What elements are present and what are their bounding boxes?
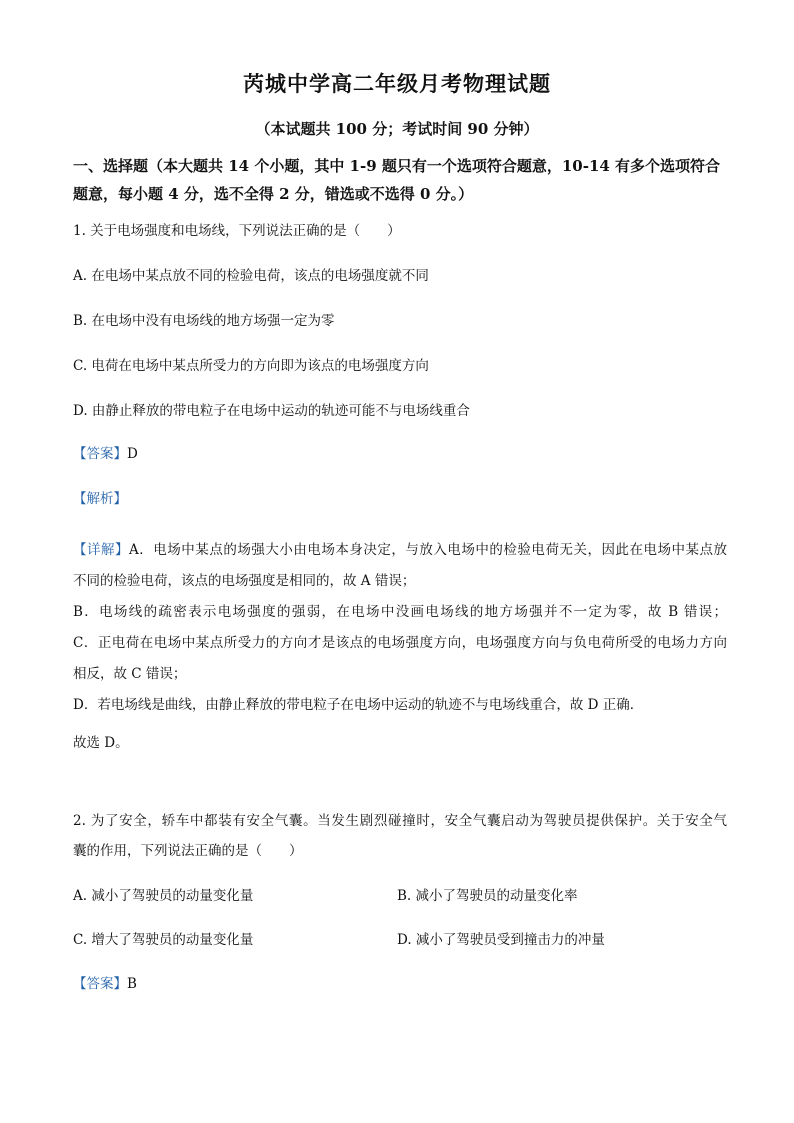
question-1-option-c: C. 电荷在电场中某点所受力的方向即为该点的电场强度方向 <box>73 358 429 374</box>
question-2-option-b: B. 减小了驾驶员的动量变化率 <box>397 888 578 904</box>
question-1-option-d: D. 由静止释放的带电粒子在电场中运动的轨迹可能不与电场线重合 <box>73 403 470 419</box>
detail-line: C．正电荷在电场中某点所受力的方向才是该点的电场强度方向，电场强度方向与负电荷所受的电场力方向 <box>73 635 727 651</box>
answer-label: 【答案】 <box>73 446 127 462</box>
question-1-detail <box>73 535 727 721</box>
detail-line: 【详解】A．电场中某点的场强大小由电场本身决定，与放入电场中的检验电荷无关，因此在电场中某点放 <box>73 542 728 558</box>
question-1-option-a: A. 在电场中某点放不同的检验电荷，该点的电场强度就不同 <box>73 268 429 284</box>
answer-value: B <box>127 976 137 992</box>
question-2-option-d: D. 减小了驾驶员受到撞击力的冲量 <box>397 932 605 948</box>
detail-line: B．电场线的疏密表示电场强度的强弱，在电场中没画电场线的地方场强并不一定为零，故 B 错误； <box>73 604 727 620</box>
detail-line: 不同的检验电荷，该点的电场强度是相同的，故 A 错误； <box>73 573 416 589</box>
question-1-analysis-label <box>73 489 733 509</box>
detail-label: 【详解】 <box>73 542 130 558</box>
detail-line: D．若电场线是曲线，由静止释放的带电粒子在电场中运动的轨迹不与电场线重合，故 D 正确． <box>73 697 644 713</box>
question-2-answer <box>73 974 733 994</box>
detail-line: 相反，故 C 错误； <box>73 666 187 682</box>
question-1-answer <box>73 444 733 464</box>
exam-title: 芮城中学高二年级月考物理试题 <box>243 71 551 96</box>
question-1-conclusion: 故选 D。 <box>73 735 129 751</box>
question-1-option-b: B. 在电场中没有电场线的地方场强一定为零 <box>73 313 335 329</box>
answer-value: D <box>127 446 138 462</box>
question-2-stem-line-1: 2. 为了安全，轿车中都装有安全气囊。当发生剧烈碰撞时，安全气囊启动为驾驶员提供保护。关于安全气 <box>73 813 727 829</box>
question-2-stem-line-2: 囊的作用，下列说法正确的是（ ） <box>73 843 303 859</box>
section-heading: 一、选择题（本大题共 14 个小题，其中 1-9 题只有一个选项符合题意，10-14 有多个选项符合题意，每小题 4 分，选不全得 2 分，错选或不选得 0 分。） <box>73 157 721 203</box>
question-2-option-c: C. 增大了驾驶员的动量变化量 <box>73 932 254 948</box>
analysis-label: 【解析】 <box>73 491 127 507</box>
answer-label: 【答案】 <box>73 976 127 992</box>
exam-subtitle: （本试题共 100 分；考试时间 90 分钟） <box>255 120 539 138</box>
question-2-option-a: A. 减小了驾驶员的动量变化量 <box>73 888 254 904</box>
question-1-stem: 1. 关于电场强度和电场线，下列说法正确的是（ ） <box>73 223 401 239</box>
